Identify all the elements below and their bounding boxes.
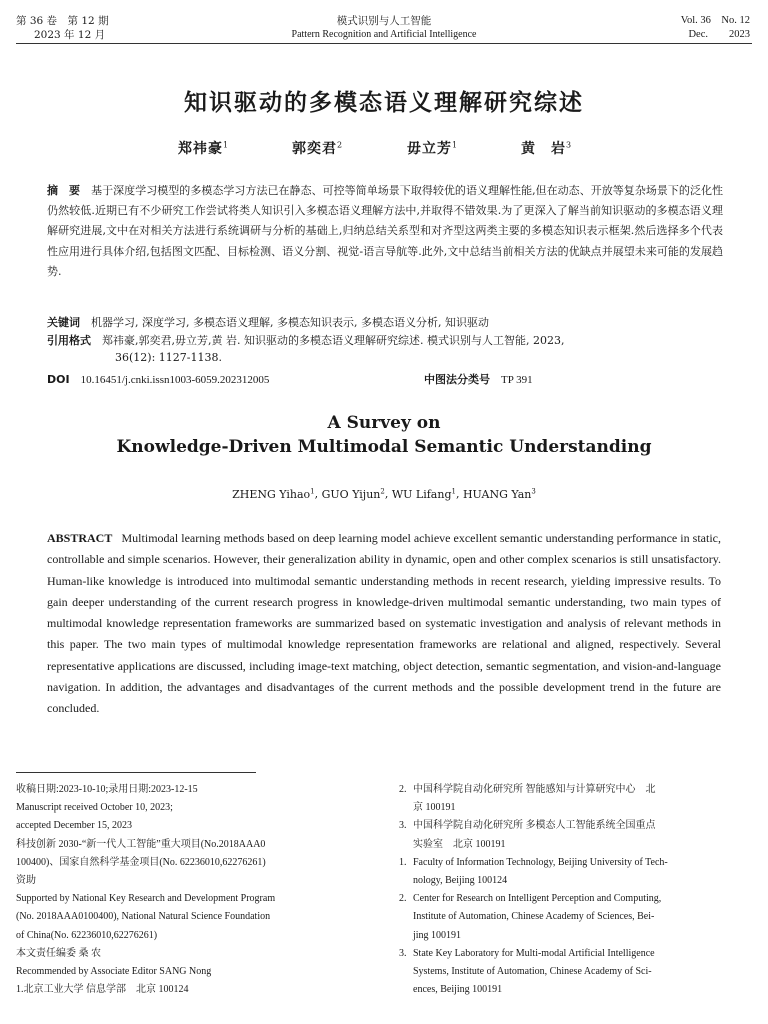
paper-title-en-line1: A Survey on bbox=[327, 413, 441, 433]
author-cn: 毋立芳$^1$ bbox=[407, 140, 459, 157]
paper-title-en-line2: Knowledge-Driven Multimodal Semantic Understanding bbox=[116, 437, 652, 457]
clc bbox=[424, 371, 533, 389]
doi bbox=[47, 371, 269, 389]
header-rule bbox=[16, 43, 752, 44]
funding-cn: 资助 bbox=[16, 875, 36, 887]
affiliation-3-cn: 3. 中国科学院自动化研究所 多模态人工智能系统全国重点 实验室 北京 100191 bbox=[399, 820, 656, 850]
doi-label: DOI bbox=[47, 373, 70, 386]
funding-en: (No. 2018AAA0100400), National Natural Science Foundation bbox=[16, 911, 271, 923]
abstract-cn bbox=[47, 181, 723, 282]
accepted-date-en: accepted December 15, 2023 bbox=[16, 820, 133, 832]
editor-en: Recommended by Associate Editor SANG Nong bbox=[16, 966, 212, 978]
header-volume: 第 36 卷 第 12 期 2023 年 12 月 bbox=[16, 15, 109, 41]
author-en: WU Lifang$^1$ bbox=[391, 487, 456, 501]
abstract-cn-text: 基于深度学习模型的多模态学习方法已在静态、可控等简单场景下取得较优的语义理解性能,但在动态、开放等复杂场景下的泛化性仍然较低.近期已有不少研究工作尝试将类人知识引入多模态语义理解方法中,并取得不错效果.为了更深入了解当前知识驱动的多模态语义理解研究进展,文中在对相关方法进行系统调研与分析的基础上,归纳总结关系型和对齐型这两类主要的多模态知识表示框架.然后选择多个代表性应用进行具体介绍,包括图文匹配、目标检测、语义分割、视觉-语言导航等.此外,文中总结当前相关方法的优缺点并展望未来可能的发展趋势. bbox=[47, 184, 724, 278]
received-date-cn: 收稿日期:2023-10-10;录用日期:2023-12-15 bbox=[16, 784, 198, 795]
author-en: HUANG Yan$^3$ bbox=[462, 487, 536, 501]
citation-label: 引用格式 bbox=[47, 334, 91, 347]
funding-cn: 100400)、国家自然科学基金项目(No. 62236010,62276261) bbox=[16, 856, 266, 868]
header-journal: 模式识别与人工智能 Pattern Recognition and Artificial Intelligence bbox=[291, 15, 477, 40]
footnotes-right bbox=[399, 781, 754, 999]
affiliation-2-en: 2. Center for Research on Intelligent Perception and Computing, Institute of Automation, Chinese Academy of Sciences, Bei- jing 100191 bbox=[399, 893, 662, 941]
affiliation-3-en: 3. State Key Laboratory for Multi-modal Artificial Intelligence Systems, Institute of Automation, Chinese Academy of Sci- ences, Beijing 100191 bbox=[399, 947, 655, 996]
abstract-en-label: ABSTRACT bbox=[47, 531, 113, 545]
citation bbox=[47, 332, 727, 366]
paper-title-cn: 知识驱动的多模态语义理解研究综述 bbox=[184, 90, 584, 116]
affiliation-1-cn: 1.北京工业大学 信息学部 北京 100124 bbox=[16, 984, 189, 996]
keywords-text: 机器学习, 深度学习, 多模态语义理解, 多模态知识表示, 多模态语义分析, 知识驱动 bbox=[91, 316, 489, 329]
author-cn: 郑祎豪$^1$ bbox=[178, 140, 230, 157]
author-cn: 郭奕君$^2$ bbox=[292, 140, 344, 157]
citation-line1: 郑祎豪,郭奕君,毋立芳,黄 岩. 知识驱动的多模态语义理解研究综述. 模式识别与人工智能, 2023, bbox=[102, 334, 565, 347]
doi-value: 10.16451/j.cnki.issn1003-6059.202312005 bbox=[80, 374, 270, 386]
editor-cn: 本文责任编委 桑 农 bbox=[16, 947, 101, 959]
clc-value: TP 391 bbox=[501, 374, 533, 386]
citation-line2: 36(12): 1127-1138. bbox=[115, 351, 222, 364]
keywords bbox=[47, 314, 723, 331]
keywords-label: 关键词 bbox=[47, 316, 80, 329]
abstract-en bbox=[47, 528, 721, 720]
funding-cn: 科技创新 2030-“新一代人工智能”重大项目(No.2018AAA0 bbox=[16, 838, 266, 850]
affiliation-2-cn: 2. 中国科学院自动化研究所 智能感知与计算研究中心 北 京 100191 bbox=[399, 784, 656, 814]
received-date-en: Manuscript received October 10, 2023; bbox=[16, 802, 173, 814]
abstract-cn-label: 摘 要 bbox=[47, 184, 81, 197]
footnotes-left bbox=[16, 781, 376, 999]
affiliation-1-en: 1. Faculty of Information Technology, Beijing University of Tech- nology, Beijing 100124 bbox=[399, 856, 668, 887]
author-en: ZHENG Yihao$^1$ bbox=[232, 487, 315, 501]
author-en: GUO Yijun$^2$ bbox=[321, 487, 385, 501]
funding-en: of China(No. 62236010,62276261) bbox=[16, 929, 158, 941]
author-cn: 黄 岩$^3$ bbox=[521, 140, 573, 157]
authors-en: ZHENG Yihao$^1$, GUO Yijun$^2$, WU Lifang$^1$, HUANG Yan$^3$ bbox=[232, 487, 536, 501]
abstract-en-text: Multimodal learning methods based on deep learning model achieve excellent semantic understanding performance in static, controllable and simple scenarios. However, their generalization ability in dynamic, open and other complex scenarios is still unsatisfactory. Human-like knowledge is introduced into multimodal semantic understanding methods in recent research, yielding impressive results. To gain deeper understanding of the current research progress in knowledge-driven multimodal semantic understanding, two main types of multimodal knowledge representation frameworks are summarized based on systematic investigation and analysis of relevant methods in this paper. The two main types of multimodal knowledge representation frameworks are relational and aligned, respectively. Several representative applications are discussed, including image-text matching, object detection, semantic segmentation, and vision-and-language navigation. In addition, the advantages and disadvantages of the current methods and the possible development trend in the future are concluded. bbox=[47, 531, 721, 716]
header-issue: Vol. 36 No. 12 Dec. 2023 bbox=[680, 15, 750, 40]
clc-label: 中图法分类号 bbox=[424, 373, 490, 386]
footnote-rule bbox=[16, 772, 256, 773]
funding-en: Supported by National Key Research and Development Program bbox=[16, 893, 276, 905]
